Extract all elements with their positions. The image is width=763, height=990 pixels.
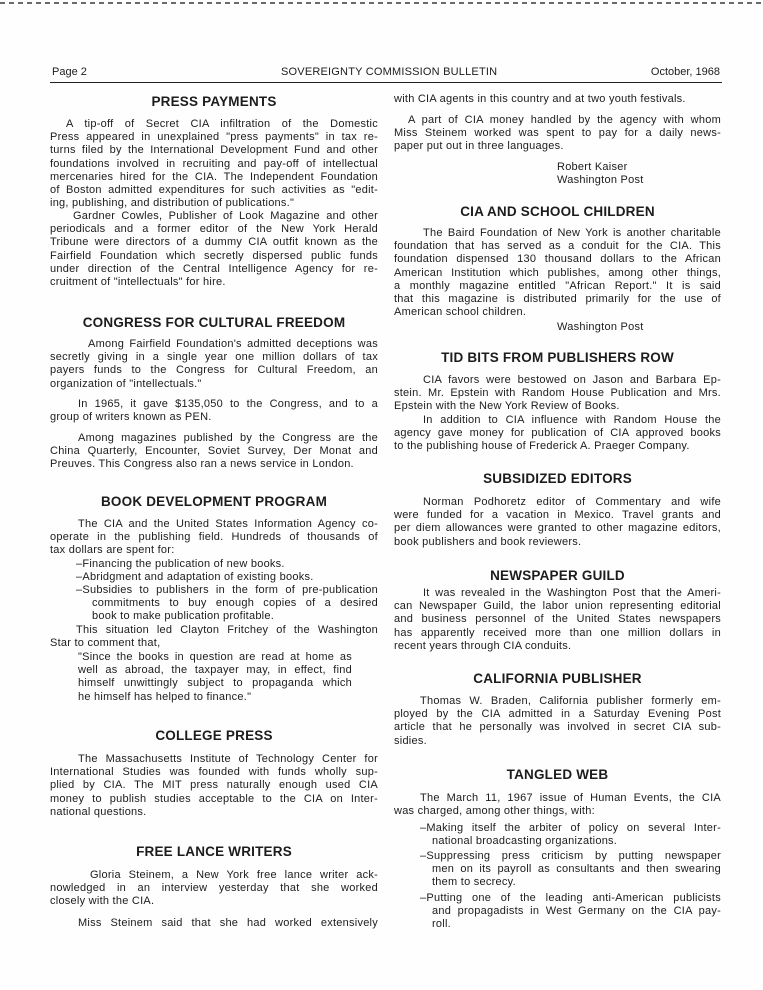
text-line: roll. [432, 918, 451, 931]
text-line: and propagadists in West Germany on the CIA pay- [432, 905, 721, 918]
list-item [50, 558, 378, 571]
text-line: American Institution which publishes, among other things, [394, 266, 721, 279]
heading-free-lance-writers: FREE LANCE WRITERS [136, 844, 292, 859]
text-line: International Studies was founded with funds wholly sup- [50, 766, 378, 779]
text-line: per diem allowances were granted to other magazine editors, [394, 522, 721, 535]
heading-book-development-program: BOOK DEVELOPMENT PROGRAM [100, 494, 328, 509]
text-line: foundation that has served as a conduit for the CIA. This [394, 240, 721, 253]
text-line: with CIA agents in this country and at two youth festivals. [394, 93, 686, 105]
paragraph [50, 917, 378, 930]
issue-date: October, 1968 [650, 66, 720, 78]
text-line: paper put out in three languages. [394, 140, 564, 153]
text-line: money to publish studies acceptable to the CIA on Inter- [50, 792, 378, 805]
paragraph [50, 338, 378, 391]
text-line: cruitment of "intellectuals" for hire. [50, 276, 226, 289]
text-line: Robert Kaiser [557, 161, 628, 173]
text-line: "Since the books in question are read at home as [78, 651, 352, 663]
text-line: sidies. [394, 734, 427, 747]
text-line: book publishers and book reviewers. [394, 535, 582, 548]
text-line: CIA favors were bestowed on Jason and Barbara Ep- [423, 374, 721, 386]
text-line: under direction of the Central Intelligence Agency for re- [50, 262, 378, 275]
text-line: –Subsidies to publishers in the form of pre-publication [76, 584, 378, 596]
text-line: –Making itself the arbiter of policy on several Inter- [420, 822, 721, 834]
text-line: article that he personally was involved in secret CIA sub- [394, 721, 721, 734]
paragraph [394, 695, 721, 748]
text-line: The Baird Foundation of New York is another charitable [423, 227, 721, 239]
text-line: agency gave money for publication of CIA approved books [394, 427, 721, 440]
text-line: American school children. [394, 306, 527, 319]
list-item [394, 850, 721, 890]
paragraph [394, 114, 721, 154]
heading-tid-bits-from-publishers-row: TID BITS FROM PUBLISHERS ROW [441, 350, 674, 365]
heading-college-press: COLLEGE PRESS [155, 728, 273, 743]
text-line: nowledged in an interview yesterday that she worked [50, 882, 378, 895]
text-line: Norman Podhoretz editor of Commentary and wife [423, 496, 721, 508]
heading-subsidized-editors: SUBSIDIZED EDITORS [483, 471, 632, 486]
text-line: –Putting one of the leading anti-American publicists [420, 892, 721, 904]
text-line: that this magazine is distributed primarily for the use of [394, 293, 721, 306]
text-line: Epstein with the New York Review of Books. [394, 400, 620, 413]
text-line: he himself has helped to finance." [78, 690, 252, 703]
text-line: Gloria Steinem, a New York free lance writer ack- [90, 869, 378, 881]
text-line: foundations involved in recruiting and pay-off of intellectual [50, 157, 378, 170]
paragraph-continued [394, 93, 721, 106]
text-line: In 1965, it gave $135,050 to the Congress, and to a [78, 398, 378, 410]
text-line: organization of "intellectuals." [50, 377, 202, 390]
text-line: ing, publishing, and distribution of publications." [50, 197, 295, 210]
text-line: Miss Steinem worked was spent to pay for a daily news- [394, 127, 721, 140]
text-line: national broadcasting organizations. [432, 835, 618, 848]
text-line: foundation dispensed 130 thousand dollars to the African [394, 253, 721, 266]
heading-press-payments: PRESS PAYMENTS [151, 94, 277, 109]
text-line: –Financing the publication of new books. [76, 558, 285, 570]
paragraph [394, 374, 721, 414]
text-line: commitments to buy enough copies of a desired [92, 597, 378, 610]
text-line: ployed by the CIA admitted in a Saturday Evening Post [394, 708, 721, 721]
text-line: turns filed by the International Development Fund and other [50, 144, 378, 157]
text-line: to the publishing house of Frederick A. Praeger Company. [394, 440, 690, 453]
text-line: group of writers known as PEN. [50, 411, 212, 424]
attribution [557, 161, 721, 187]
text-line: mercenaries hired for the CIA. The Independent Foundation [50, 170, 378, 183]
text-line: tax dollars are spent for: [50, 544, 175, 557]
text-line: Preuves. This Congress also ran a news service in London. [50, 458, 354, 471]
text-line: A part of CIA money handled by the agency with whom [408, 114, 721, 126]
text-line: men on its payroll as consultants and then swearing [432, 863, 721, 876]
text-line: Washington Post [557, 321, 644, 333]
heading-congress-for-cultural-freedom: CONGRESS FOR CULTURAL FREEDOM [82, 315, 346, 330]
text-line: them to secrecy. [432, 876, 516, 889]
paragraph [50, 118, 378, 210]
text-line: closely with the CIA. [50, 895, 155, 908]
text-line: Gardner Cowles, Publisher of Look Magazine and other [73, 210, 378, 222]
text-line: payers funds to the Congress for Cultural Freedom, an [50, 364, 378, 377]
text-line: The CIA and the United States Information Agency co- [78, 518, 378, 530]
text-line: Tribune were directors of a dummy CIA outfit known as the [50, 236, 378, 249]
paragraph [50, 432, 378, 472]
paragraph [394, 792, 721, 818]
paragraph [394, 587, 721, 653]
text-line: recent years through CIA conduits. [394, 639, 572, 652]
text-line: In addition to CIA influence with Random House the [423, 414, 721, 426]
paragraph [394, 496, 721, 549]
list-item [50, 571, 378, 584]
page-number: Page 2 [52, 66, 87, 78]
text-line: A tip-off of Secret CIA infiltration of the Domestic [66, 118, 378, 130]
text-line: was charged, among other things, with: [394, 805, 595, 818]
text-line: The March 11, 1967 issue of Human Events, the CIA [420, 792, 721, 804]
list-item [394, 822, 721, 848]
text-line: This situation led Clayton Fritchey of the Washington [76, 624, 378, 636]
text-line: plied by CIA. The MIT press naturally enough used CIA [50, 779, 378, 792]
left-column [50, 0, 378, 990]
text-line: Miss Steinem said that she had worked extensively [78, 917, 378, 929]
text-line: –Abridgment and adaptation of existing books. [76, 571, 314, 583]
text-line: secretly giving in a single year one million dollars of tax [50, 351, 378, 364]
text-line: –Suppressing press criticism by putting newspaper [420, 850, 721, 862]
text-line: It was revealed in the Washington Post that the Ameri- [423, 587, 721, 599]
text-line: Fairfield Foundation which secretly dispersed public funds [50, 249, 378, 262]
text-line: Among magazines published by the Congress are the [78, 432, 378, 444]
heading-newspaper-guild: NEWSPAPER GUILD [490, 568, 625, 583]
paragraph [50, 398, 378, 424]
paragraph [50, 869, 378, 909]
text-line: Press appeared in unexplained "press payments" in tax re- [50, 131, 378, 144]
text-line: Thomas W. Braden, California publisher formerly em- [420, 695, 721, 707]
text-line: Star to comment that, [50, 637, 161, 650]
text-line: and business personnel of the United States newspapers [394, 613, 721, 626]
text-line: has apparently received more than one million dollars in [394, 626, 721, 639]
right-column [394, 0, 721, 990]
text-line: were funded for a vacation in Mexico. Travel grants and [394, 509, 721, 522]
publication-title: SOVEREIGNTY COMMISSION BULLETIN [281, 66, 498, 78]
attribution [557, 321, 721, 334]
text-line: of Boston admitted expenditures for such activities as "edit- [50, 184, 378, 197]
paragraph [50, 210, 378, 289]
text-line: national questions. [50, 805, 147, 818]
heading-tangled-web: TANGLED WEB [506, 767, 609, 782]
paragraph [50, 518, 378, 558]
text-line: himself unwittingly subject to propaganda which [78, 677, 352, 690]
paragraph [50, 753, 378, 819]
heading-california-publisher: CALIFORNIA PUBLISHER [473, 671, 642, 686]
list-item [394, 892, 721, 932]
paragraph [50, 624, 378, 650]
list-item [50, 584, 378, 624]
paragraph [394, 227, 721, 319]
text-line: a monthly magazine entitled "African Report." It is said [394, 279, 721, 292]
text-line: China Quarterly, Encounter, Soviet Survey, Der Monat and [50, 445, 378, 458]
text-line: The Massachusetts Institute of Technology Center for [78, 753, 378, 765]
text-line: book to make publication profitable. [92, 610, 275, 623]
text-line: stein. Mr. Epstein with Random House Publication and Mrs. [394, 387, 721, 400]
text-line: well as abroad, the taxpayer may, in effect, find [78, 664, 352, 677]
text-line: can Newspaper Guild, the labor union representing editorial [394, 600, 721, 613]
paragraph [394, 414, 721, 454]
text-line: operate in the publishing field. Hundreds of thousands of [50, 531, 378, 544]
quote-block [78, 651, 352, 704]
text-line: periodicals and a former editor of the New York Herald [50, 223, 378, 236]
heading-cia-and-school-children: CIA AND SCHOOL CHILDREN [460, 204, 655, 219]
text-line: Washington Post [557, 174, 644, 187]
text-line: Among Fairfield Foundation's admitted deceptions was [88, 338, 378, 350]
